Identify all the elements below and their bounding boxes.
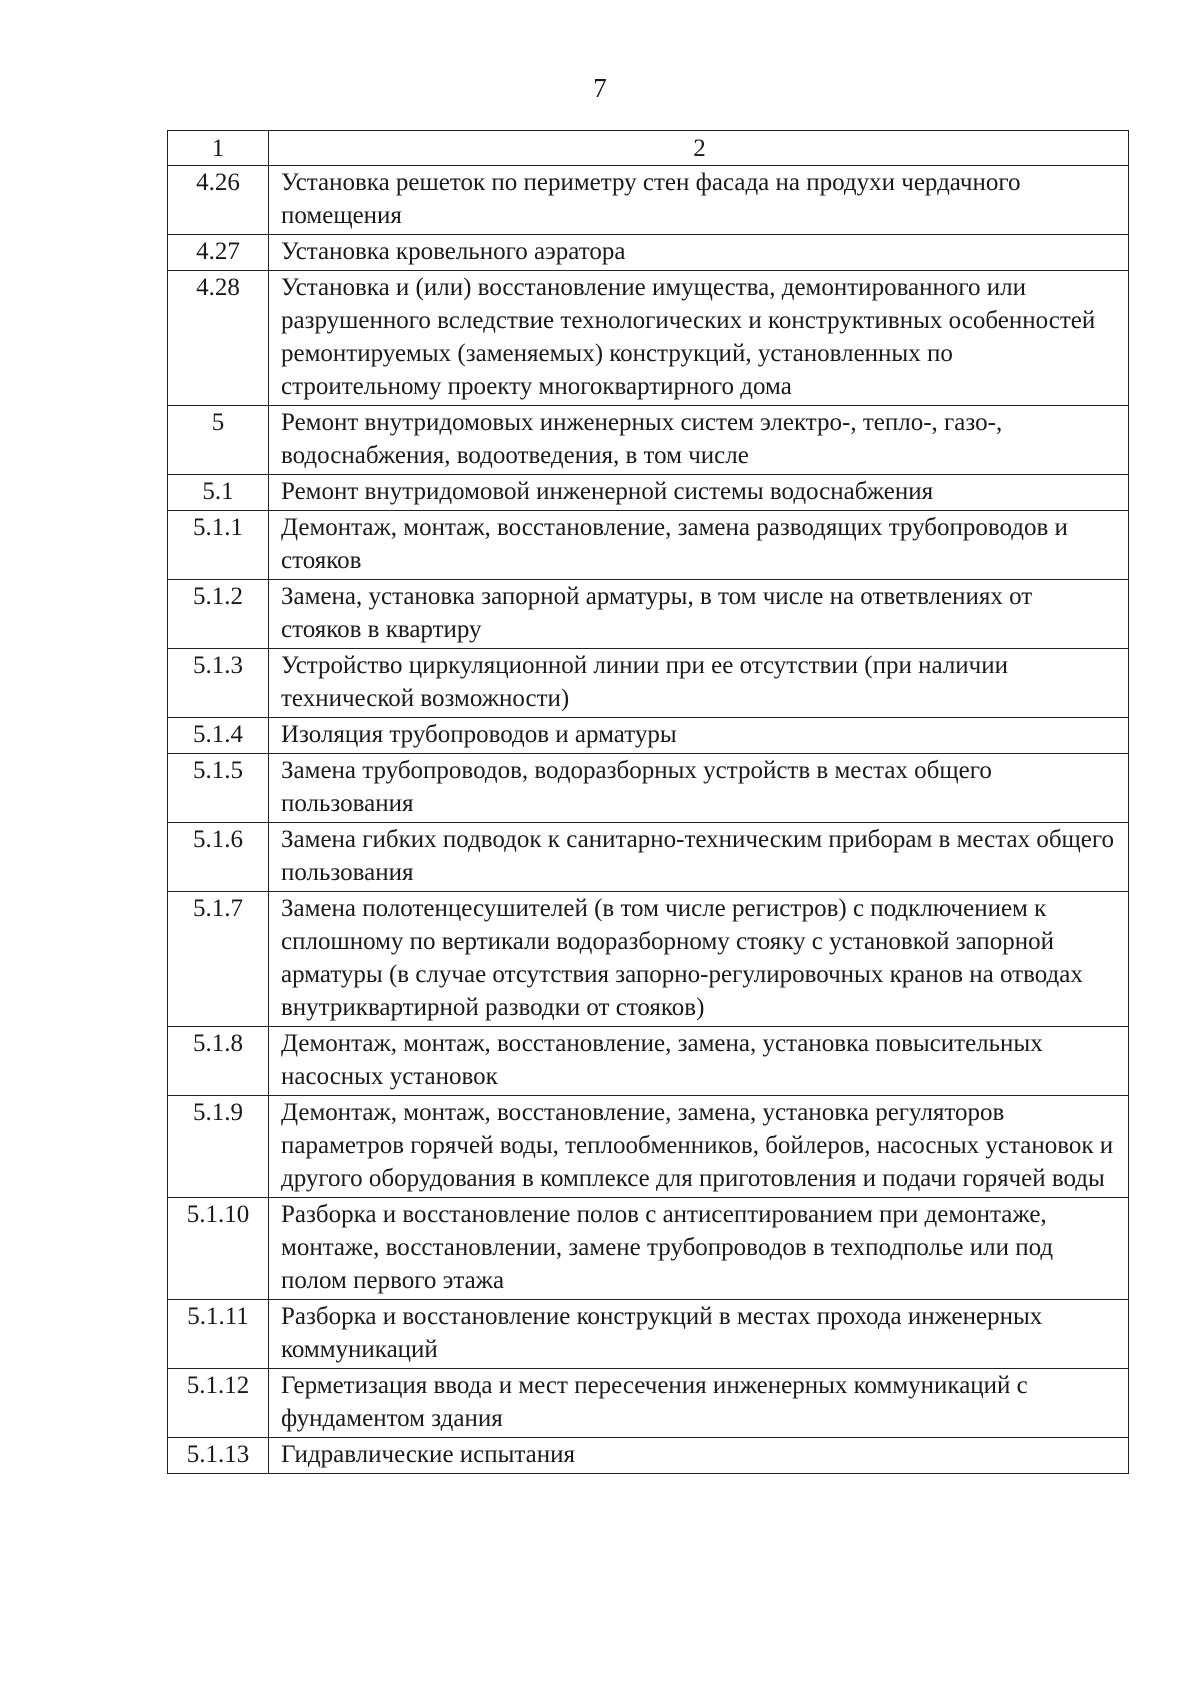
table-row (168, 649, 1129, 718)
table-row (168, 475, 1129, 511)
row-number: 4.27 (168, 235, 269, 271)
row-text: Демонтаж, монтаж, восстановление, замена, установка повысительных насосных установок (269, 1027, 1129, 1096)
table-row (168, 235, 1129, 271)
row-number: 5.1.11 (168, 1300, 269, 1369)
header-cell-number: 1 (168, 131, 269, 166)
row-number: 5.1.4 (168, 718, 269, 754)
table-row (168, 1369, 1129, 1438)
row-number: 5.1.1 (168, 511, 269, 580)
row-number: 5.1.8 (168, 1027, 269, 1096)
table-row (168, 1438, 1129, 1474)
page-number: 7 (593, 73, 607, 103)
row-text: Разборка и восстановление полов с антисептированием при демонтаже, монтаже, восстановлении, замене трубопроводов в техподполье или под полом первого этажа (269, 1198, 1129, 1300)
table-header-row (168, 131, 1129, 166)
table-row (168, 1198, 1129, 1300)
row-text: Замена полотенцесушителей (в том числе регистров) с подключением к сплошному по вертикали водоразборному стояку с установкой запорной арматуры (в случае отсутствия запорно-регулировочных кранов на отводах внутриквартирной разводки от стояков) (269, 892, 1129, 1027)
table-row (168, 1027, 1129, 1096)
row-number: 5.1.10 (168, 1198, 269, 1300)
row-number: 5.1.6 (168, 823, 269, 892)
row-number: 5.1.12 (168, 1369, 269, 1438)
row-text: Демонтаж, монтаж, восстановление, замена разводящих трубопроводов и стояков (269, 511, 1129, 580)
row-number: 5 (168, 406, 269, 475)
table-row (168, 166, 1129, 235)
row-number: 5.1.9 (168, 1096, 269, 1198)
table-row (168, 271, 1129, 406)
row-text: Замена трубопроводов, водоразборных устройств в местах общего пользования (269, 754, 1129, 823)
row-text: Ремонт внутридомовых инженерных систем электро-, тепло-, газо-, водоснабжения, водоотведения, в том числе (269, 406, 1129, 475)
row-number: 4.26 (168, 166, 269, 235)
row-number: 5.1.7 (168, 892, 269, 1027)
row-text: Замена гибких подводок к санитарно-техническим приборам в местах общего пользования (269, 823, 1129, 892)
row-text: Установка решеток по периметру стен фасада на продухи чердачного помещения (269, 166, 1129, 235)
table-row (168, 1096, 1129, 1198)
table-row (168, 580, 1129, 649)
row-text: Демонтаж, монтаж, восстановление, замена, установка регуляторов параметров горячей воды, теплообменников, бойлеров, насосных установок и другого оборудования в комплексе для приготовления и подачи горячей воды (269, 1096, 1129, 1198)
row-text: Ремонт внутридомовой инженерной системы водоснабжения (269, 475, 1129, 511)
row-text: Установка кровельного аэратора (269, 235, 1129, 271)
row-text: Замена, установка запорной арматуры, в том числе на ответвлениях от стояков в квартиру (269, 580, 1129, 649)
row-text: Установка и (или) восстановление имущества, демонтированного или разрушенного вследствие технологических и конструктивных особенностей ремонтируемых (заменяемых) конструкций, установленных по строительному проекту многоквартирного дома (269, 271, 1129, 406)
row-number: 5.1 (168, 475, 269, 511)
table-row (168, 892, 1129, 1027)
row-text: Герметизация ввода и мест пересечения инженерных коммуникаций с фундаментом здания (269, 1369, 1129, 1438)
table-row (168, 754, 1129, 823)
header-cell-description: 2 (269, 131, 1129, 166)
row-text: Изоляция трубопроводов и арматуры (269, 718, 1129, 754)
row-text: Гидравлические испытания (269, 1438, 1129, 1474)
row-number: 5.1.2 (168, 580, 269, 649)
table-row (168, 1300, 1129, 1369)
table-row (168, 511, 1129, 580)
row-number: 5.1.5 (168, 754, 269, 823)
row-number: 4.28 (168, 271, 269, 406)
table-row (168, 718, 1129, 754)
works-table (167, 130, 1129, 1474)
row-text: Устройство циркуляционной линии при ее отсутствии (при наличии технической возможности) (269, 649, 1129, 718)
row-number: 5.1.3 (168, 649, 269, 718)
table-row (168, 823, 1129, 892)
row-text: Разборка и восстановление конструкций в местах прохода инженерных коммуникаций (269, 1300, 1129, 1369)
table-row (168, 406, 1129, 475)
row-number: 5.1.13 (168, 1438, 269, 1474)
